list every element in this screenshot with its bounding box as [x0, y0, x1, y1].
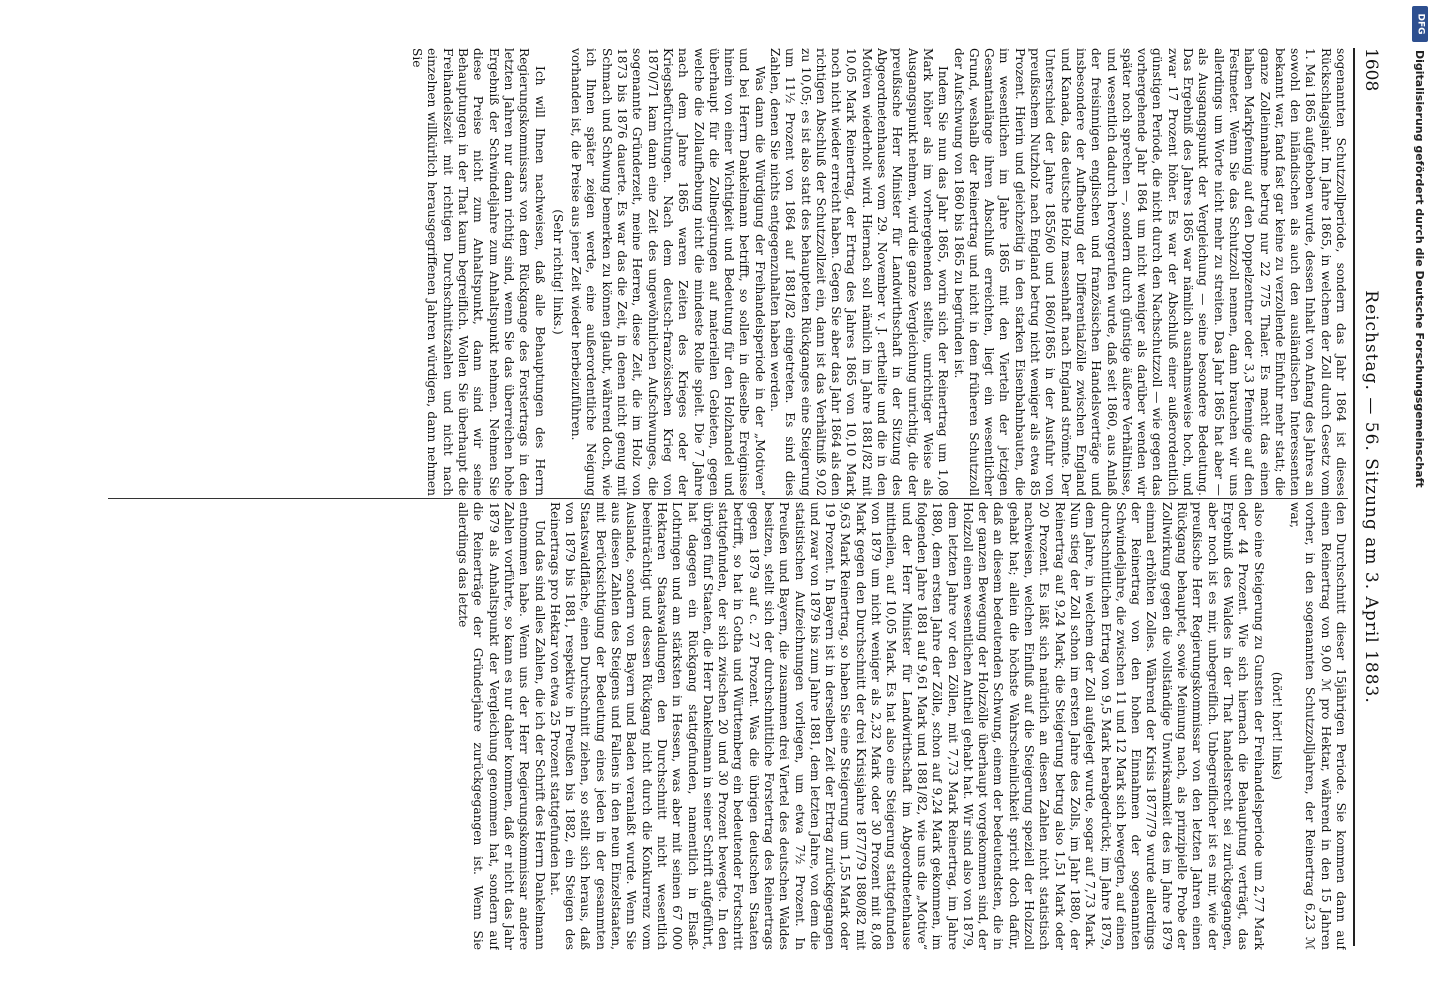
running-title: Reichstag. — 56. Sitzung am 3. April 1883. [1361, 290, 1381, 704]
digitization-credit [1412, 50, 1426, 870]
paragraph: sogenannten Schutzzollperiode, sondern das Jahr 1864 ist dieses Rückschlagsjahr. Im Jahre 1865, in welchem der Zoll durch Gesetz vom 1. Mai 1865 aufgehoben wurde, dessen Inhalt von Anfang des Jahres an sowohl den inländischen als auch den ausländischen Interessenten bekannt war, fand fast gar keine zu verzollende Einfuhr mehr statt; die ganze Zolleinnahme betrug nur 22 775 Thaler. Es macht das einen halben Markpfennig auf den Doppelzentner oder 3,3 Pfennige auf den Festmeter. Wenn Sie das Schutzzoll nennen, dann brauchen wir uns allerdings um Worte nicht mehr zu streiten. Das Jahr 1865 hat aber — als Ausgangspunkt der Vergleichung — seine besondere Bedeutung. Das Ergebniß des Jahres 1865 war nämlich ausnahmsweise hoch, und zwar 17 Prozent höher. Es war der Abschluß einer außerordentlich günstigen Periode, die nicht durch den Nachschutzzoll — wie gegen das vorhergehende Jahr 1864 um nicht weniger als darüber wenden wir später noch sprechen —, sondern durch günstige äußere Verhältnisse, und wesentlich dadurch hervorgerufen wurde, daß seit 1860, aus Anlaß der freisinnigen englischen und französischen Handelsverträge und insbesondere der Aufhebung der Differentialzölle zwischen England und Kanada, das deutsche Holz massenhaft nach England strömte. Der Unterschied der Jahre 1855/60 und 1860/1865 in der Ausfuhr von preußischem Nutzholz nach England betrug nicht weniger als etwa 85 Prozent. Hierin und gleichzeitig in den starken Eisenbahnbauten, die im wesentlichen im Jahre 1865 mit den Vierteln der jetzigen Gesamtanlänge ihren Abschluß erreichten, liegt ein wesentlicher Grund, weshalb der Reinertrag und nicht in dem früheren Schutzzoll der Aufschwung von 1860 bis 1865 zu begründen ist. [951, 48, 1348, 496]
paragraph: also eine Steigerung zu Gunsten der Freihandelsperiode um 2,77 Mark oder 44 Prozent. Wie sich hiernach die Behauptung verträgt, das Ergebniß des Waldes in der That handelsrecht sei zurückgegangen, aber noch ist es mir, unbegreiflich. Unbegreiflicher ist es mir, wie der preußische Herr Regierungskommissar von den letzten Jahren einen Rückgang behauptet, sowie Meinung nach, als prinzipielle Probe der Zollwirkung gegen die vollständige Unwirksamkeit des im Jahre 1879 einmal erhöhten Zolles. Während der Krisis 1877/79 wurde allerdings der Reinertrag von den hohen Einnahmen der sogenannten Schwindeljahre, die zwischen 11 und 12 Mark sich bewegten, auf einen durchschnittlichen Ertrag von 9,5 Mark herabgedrückt; im Jahre 1879, dem Jahre, in welchem der Zoll aufgelegt wurde, sogar auf 7,73 Mark. Nun stieg der Zoll schon im ersten Jahre des Zolls, im Jahr 1880, der Reinertrag auf 9,24 Mark; die Steigerung betrug also 1,51 Mark oder 20 Prozent. Es läßt sich natürlich an diesen Zahlen nicht statistisch nachweisen, welchen Einfluß auf die Steigerung speziell der Holzzoll gehabt hat; allein die höchste Wahrscheinlichkeit spricht doch dafür, daß an diesem bedeutenden Schwung, einem der bedeutendsten, die in der ganzen Bewegung der Holzzölle überhaupt vorgekommen sind, der Holzzoll einen wesentlichen Antheil gehabt hat. Wir sind also von 1879, dem letzten Jahre vor den Zöllen, mit 7,73 Mark Reinertrag, im Jahre 1880, dem ersten Jahre der Zölle, schon auf 9,24 Mark gekommen, im folgenden Jahre 1881 auf 9,61 Mark und 1881/82, wie uns die „Motive“ und der Herr Minister für Landwirthschaft im Abgeordnetenhause mittheilen, auf 10,05 Mark. Es hat also eine Steigerung stattgefunden von 1879 um nicht weniger als 2,32 Mark oder 30 Prozent mit 8,08 Mark gegen den Durchschnitt der drei Krisisjahre 1877/79 1880/82 mit 9,63 Mark Reinertrag, so haben Sie eine Steigerung um 1,55 Mark oder 19 Prozent. In Bayern ist in derselben Zeit der Ertrag zurückgegangen und zwar von 1879 bis zum Jahre 1881, dem letzten Jahre, von dem die statistischen Aufzeichnungen vorliegen, um etwa 7½ Prozent. In Preußen und Bayern, die zusammen drei Viertel des deutschen Waldes besitzen, stellt sich der durchschnittliche Forstertrag des Reinertrags gegen 1879 auf c. 27 Prozent. Was die übrigen deutschen Staaten betrifft, so hat in Gotha und Württemberg ein bedeutender Fortschritt stattgefunden, der sich zwischen 20 und 30 Prozent bewegte. In den übrigen fünf Staaten, die Herr Dankelmann in seiner Schrift aufgeführt, hat dagegen ein Rückgang stattgefunden, namentlich in Elsaß-Lothringen und am stärksten in Hessen, was aber mit seinen 67 000 Hektaren Staatswaldungen den Durchschnitt nicht wesentlich beeinträchtigt und dessen Rückgang nicht durch die Konkurrenz vom Auslande, sondern von Bayern und Baden veranlaßt wurde. Wenn Sie aus diesen Zahlen des Steigens und Fallens in den neun Einzelstaaten, mit Berücksichtigung der Bedeutung eines jeden in der gesammten Staatswaldfläche, einen Durchschnitt ziehen, so stellt sich heraus, daß von 1879 bis 1881, respektive in Preußen bis 1882, ein Steigen des Reinertrags pro Hektar von etwa 25 Prozent stattgefunden hat. [547, 502, 1266, 950]
right-column [108, 502, 1348, 950]
dfg-logo-text: DFG [1415, 13, 1426, 35]
interjection: (hört! hört! links) [1269, 671, 1284, 781]
paragraph: Indem Sie nun das Jahr 1865, worin sich der Reinertrag um 1,08 Mark höher als im vorhergehenden stellte, unrichtiger Weise als Ausgangspunkt nehmen, wird die ganze Vergleichung unrichtig, die der preußische Herr Minister für Landwirthschaft in der Sitzung des Abgeordnetenhauses vom 29. November v. J. ertheilte und die in den Motiven wiederholt wird. Hiernach soll nämlich im Jahre 1881/82 mit 10,05 Mark Reinertrag, der Ertrag des Jahres 1865 von 10,10 Mark noch nicht wieder erreicht haben. Gegen Sie aber das Jahr 1864 als den richtigen Abschluß der Schutzzollzeit ein, dann ist das Verhältniß 9,02 zu 10,05; es ist also statt des behaupteten Rückganges eine Steigerung um 11½ Prozent von 1864 auf 1881/82 eingetreten. Es sind dies Zahlen, denen Sie nichts entgegenzuhalten haben werden. [768, 48, 951, 496]
paragraph: Was dann die Würdigung der Freihandelsperiode in der „Motiven“ und bei Herrn Dankelmann betrifft, so sollen in dieselbe Ereignisse hinein von einer Wichtigkeit und Bedeutung für den Holzhandel und überhaupt für die Zollnegirungen auf materiellen Gebieten, gegen welche die Zollaufhebung nicht die mindeste Rolle spielt. Die 7 Jahre nach dem Jahre 1865 waren Zeiten des Krieges oder der Kriegsbefürchtungen. Nach dem deutsch-französischen Krieg von 1870/71 kam dann eine Zeit des ungewöhnlichen Aufschwunges, die sogenannte Gründerzeit, meine Herren, diese Zeit, die im Holz von 1873 bis 1876 dauerte. Es war das die Zeit, in denen nicht genug mit Schmach und Schwung bemerken zu können glaubt, während doch, wie ich Ihnen später zeigen werde, eine außerordentliche Neigung vorhanden ist, die Preise aus jener Zeit wieder herbeizuführen. [569, 48, 767, 496]
column-divider [108, 498, 1348, 499]
paragraph: Ich will Ihnen nachweisen, daß alle Behauptungen des Herrn Regierungskommissars von dem Rückgange des Forstertrags in den letzten Jahren nur dann richtig sind, wenn Sie das überreichen hohe Ergebniß der Schwindeljahre zum Anhaltspunkt nehmen. Nehmen Sie diese Preise nicht zum Anhaltspunkt, dann sind wir seine Behauptungen in der That kaum begreiflich. Wollen Sie überhaupt die Freihandelszeit mit richtigen Durchschnittszahlen und nicht nach einzelnen willkürlich herausgegriffenen Jahren würdigen, dann nehmen Sie [410, 48, 547, 496]
interjection: (Sehr richtig! links.) [550, 209, 565, 335]
header-rule [1353, 48, 1355, 946]
dfg-logo [1412, 6, 1428, 42]
page-number: 1608 [1361, 48, 1381, 92]
paragraph: den Durchschnitt dieser 15jährigen Periode. Sie kommen dann auf einen Reinertrag von 9,00 ℳ pro Hektar, während in den 15 Jahren vorher, in den sogenannten Schutzzolljahren, der Reinertrag 6,23 ℳ war, [1288, 502, 1348, 950]
paragraph: Und das sind alles Zahlen, die ich der Schrift des Herrn Dankelmann entnommen habe. Wenn uns der Herr Regierungskommissar andere Zahlen vorführte, so kann es nur daher kommen, daß er nicht das Jahr 1879 als Anhaltspunkt der Vergleichung genommen hat, sondern auf die Reinerträge der Gründerjahre zurückgegangen ist. Wenn Sie allerdings das letzte [456, 502, 547, 950]
running-header [1358, 48, 1384, 946]
left-column [108, 48, 1348, 496]
credit-text: Digitalisierung gefördert durch die Deutsche Forschungsgemeinschaft [1413, 50, 1426, 488]
